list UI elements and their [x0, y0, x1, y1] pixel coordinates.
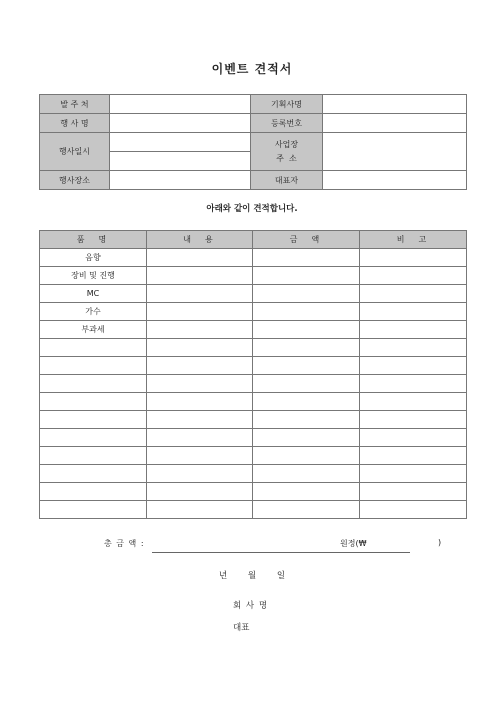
day-label: 일 [276, 571, 286, 581]
event-date-field-2[interactable] [110, 152, 251, 171]
info-table [39, 94, 467, 190]
instruction-text: 아래와 같이 견적합니다. [206, 204, 298, 214]
table-row [40, 339, 467, 357]
header-item-name: 품 명 [40, 231, 147, 249]
reg-no-label: 등록번호 [251, 114, 323, 133]
content-cell[interactable] [147, 429, 253, 447]
planner-label: 기획사명 [251, 95, 323, 114]
table-row [40, 375, 467, 393]
amount-cell[interactable] [253, 339, 360, 357]
client-field[interactable] [110, 95, 251, 114]
page-title: 이벤트 견적서 [211, 62, 293, 76]
items-header-row [40, 231, 467, 249]
content-cell[interactable] [147, 249, 253, 267]
amount-cell[interactable] [253, 429, 360, 447]
amount-cell[interactable] [253, 465, 360, 483]
event-name-label: 행 사 명 [40, 114, 110, 133]
remarks-cell[interactable] [360, 465, 467, 483]
content-cell[interactable] [147, 447, 253, 465]
amount-cell[interactable] [253, 483, 360, 501]
address-label-line-2: 주 소 [276, 154, 297, 163]
remarks-cell[interactable] [360, 285, 467, 303]
total-amount-field[interactable] [152, 552, 410, 553]
amount-cell[interactable] [253, 447, 360, 465]
total-close-paren: ) [438, 538, 442, 547]
item-name-cell[interactable]: MC [40, 285, 147, 303]
event-name-field[interactable] [110, 114, 251, 133]
remarks-cell[interactable] [360, 411, 467, 429]
item-name-cell[interactable]: 음향 [40, 249, 147, 267]
event-date-field-1[interactable] [110, 133, 251, 152]
venue-label: 행사장소 [40, 171, 110, 190]
amount-cell[interactable] [253, 357, 360, 375]
item-name-cell[interactable] [40, 375, 147, 393]
event-date-label: 행사일시 [40, 133, 110, 171]
content-cell[interactable] [147, 267, 253, 285]
table-row [40, 429, 467, 447]
amount-cell[interactable] [253, 249, 360, 267]
total-amount-line [104, 538, 454, 552]
amount-cell[interactable] [253, 501, 360, 519]
item-name-cell[interactable]: 가수 [40, 303, 147, 321]
item-name-cell[interactable] [40, 339, 147, 357]
item-name-cell[interactable] [40, 357, 147, 375]
item-name-cell[interactable] [40, 393, 147, 411]
item-name-cell[interactable] [40, 447, 147, 465]
amount-cell[interactable] [253, 375, 360, 393]
remarks-cell[interactable] [360, 429, 467, 447]
table-row [40, 501, 467, 519]
amount-cell[interactable] [253, 411, 360, 429]
client-label: 발 주 처 [40, 95, 110, 114]
amount-cell[interactable] [253, 321, 360, 339]
content-cell[interactable] [147, 285, 253, 303]
amount-cell[interactable] [253, 303, 360, 321]
content-cell[interactable] [147, 393, 253, 411]
items-table [39, 230, 467, 519]
amount-cell[interactable] [253, 267, 360, 285]
representative-label: 대표 [233, 623, 250, 633]
content-cell[interactable] [147, 303, 253, 321]
table-row [40, 393, 467, 411]
amount-cell[interactable] [253, 285, 360, 303]
table-row [40, 411, 467, 429]
table-row [40, 267, 467, 285]
amount-cell[interactable] [253, 393, 360, 411]
item-name-cell[interactable] [40, 465, 147, 483]
year-label: 년 [218, 571, 228, 581]
content-cell[interactable] [147, 339, 253, 357]
table-row [40, 357, 467, 375]
table-row [40, 321, 467, 339]
remarks-cell[interactable] [360, 249, 467, 267]
remarks-cell[interactable] [360, 501, 467, 519]
item-name-cell[interactable]: 장비 및 진행 [40, 267, 147, 285]
header-amount: 금 액 [253, 231, 360, 249]
item-name-cell[interactable] [40, 501, 147, 519]
content-cell[interactable] [147, 321, 253, 339]
table-row [40, 303, 467, 321]
content-cell[interactable] [147, 483, 253, 501]
remarks-cell[interactable] [360, 447, 467, 465]
table-row [40, 249, 467, 267]
planner-field[interactable] [323, 95, 467, 114]
item-name-cell[interactable] [40, 411, 147, 429]
total-unit: 원정(₩ [340, 539, 367, 548]
address-label [251, 133, 323, 171]
ceo-label: 대표자 [251, 171, 323, 190]
header-remarks: 비 고 [360, 231, 467, 249]
address-label-line-1: 사업장 [274, 140, 299, 149]
item-name-cell[interactable] [40, 483, 147, 501]
content-cell[interactable] [147, 357, 253, 375]
remarks-cell[interactable] [360, 321, 467, 339]
remarks-cell[interactable] [360, 267, 467, 285]
company-name-label: 회 사 명 [233, 601, 269, 611]
item-name-cell[interactable] [40, 429, 147, 447]
remarks-cell[interactable] [360, 339, 467, 357]
remarks-cell[interactable] [360, 375, 467, 393]
reg-no-field[interactable] [323, 114, 467, 133]
month-label: 월 [247, 571, 257, 581]
header-content: 내 용 [147, 231, 253, 249]
remarks-cell[interactable] [360, 393, 467, 411]
remarks-cell[interactable] [360, 357, 467, 375]
remarks-cell[interactable] [360, 303, 467, 321]
table-row [40, 483, 467, 501]
table-row [40, 465, 467, 483]
total-label: 총 금 액 : [104, 539, 145, 548]
address-field[interactable] [323, 133, 467, 171]
table-row [40, 285, 467, 303]
table-row [40, 447, 467, 465]
date-line [0, 569, 504, 581]
ceo-field[interactable] [323, 171, 467, 190]
item-name-cell[interactable]: 부과세 [40, 321, 147, 339]
venue-field[interactable] [110, 171, 251, 190]
content-cell[interactable] [147, 411, 253, 429]
content-cell[interactable] [147, 375, 253, 393]
content-cell[interactable] [147, 501, 253, 519]
remarks-cell[interactable] [360, 483, 467, 501]
content-cell[interactable] [147, 465, 253, 483]
